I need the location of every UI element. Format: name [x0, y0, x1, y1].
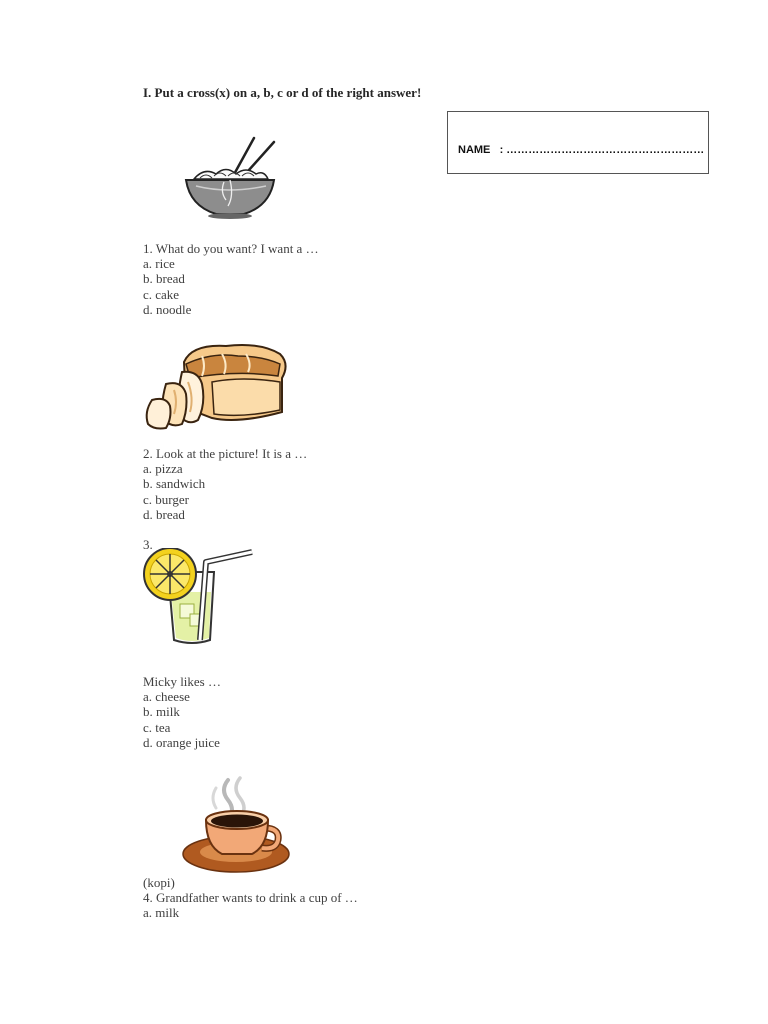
question-1-option-c[interactable]: c. cake	[143, 286, 180, 302]
question-3-option-b[interactable]: b. milk	[143, 704, 180, 720]
question-4	[143, 875, 358, 921]
question-2	[143, 446, 307, 522]
question-4-caption: (kopi)	[143, 875, 175, 890]
question-2-option-a[interactable]: a. pizza	[143, 461, 183, 477]
question-3-prompt: Micky likes …	[143, 674, 221, 689]
noodle-bowl-icon	[180, 134, 280, 222]
question-1-option-d[interactable]: d. noodle	[143, 301, 192, 317]
question-2-option-d[interactable]: d. bread	[143, 506, 185, 522]
question-3-option-d[interactable]: d. orange juice	[143, 734, 220, 750]
question-2-option-b[interactable]: b. sandwich	[143, 476, 206, 492]
name-field	[458, 144, 704, 156]
question-3-number: 3.	[143, 537, 153, 552]
question-3-option-c[interactable]: c. tea	[143, 719, 171, 735]
coffee-cup-icon	[180, 776, 292, 876]
question-1-option-b[interactable]: b. bread	[143, 271, 185, 287]
name-separator: :	[499, 144, 504, 156]
question-1	[143, 241, 319, 317]
name-blank: ………………………………………………	[506, 144, 705, 156]
question-1-option-a[interactable]: a. rice	[143, 256, 175, 272]
question-2-prompt: 2. Look at the picture! It is a …	[143, 446, 308, 461]
question-4-option-a[interactable]: a. milk	[143, 905, 180, 921]
instruction-heading: I. Put a cross(x) on a, b, c or d of the right answer!	[143, 85, 422, 100]
lemon-juice-icon	[140, 548, 258, 648]
question-2-option-c[interactable]: c. burger	[143, 491, 189, 507]
name-box	[447, 111, 709, 174]
bread-loaf-icon	[142, 342, 290, 432]
question-3	[143, 674, 221, 750]
question-3-option-a[interactable]: a. cheese	[143, 689, 190, 705]
name-label: NAME	[458, 144, 491, 156]
question-4-prompt: 4. Grandfather wants to drink a cup of …	[143, 890, 358, 906]
question-1-prompt: 1. What do you want? I want a …	[143, 241, 319, 256]
